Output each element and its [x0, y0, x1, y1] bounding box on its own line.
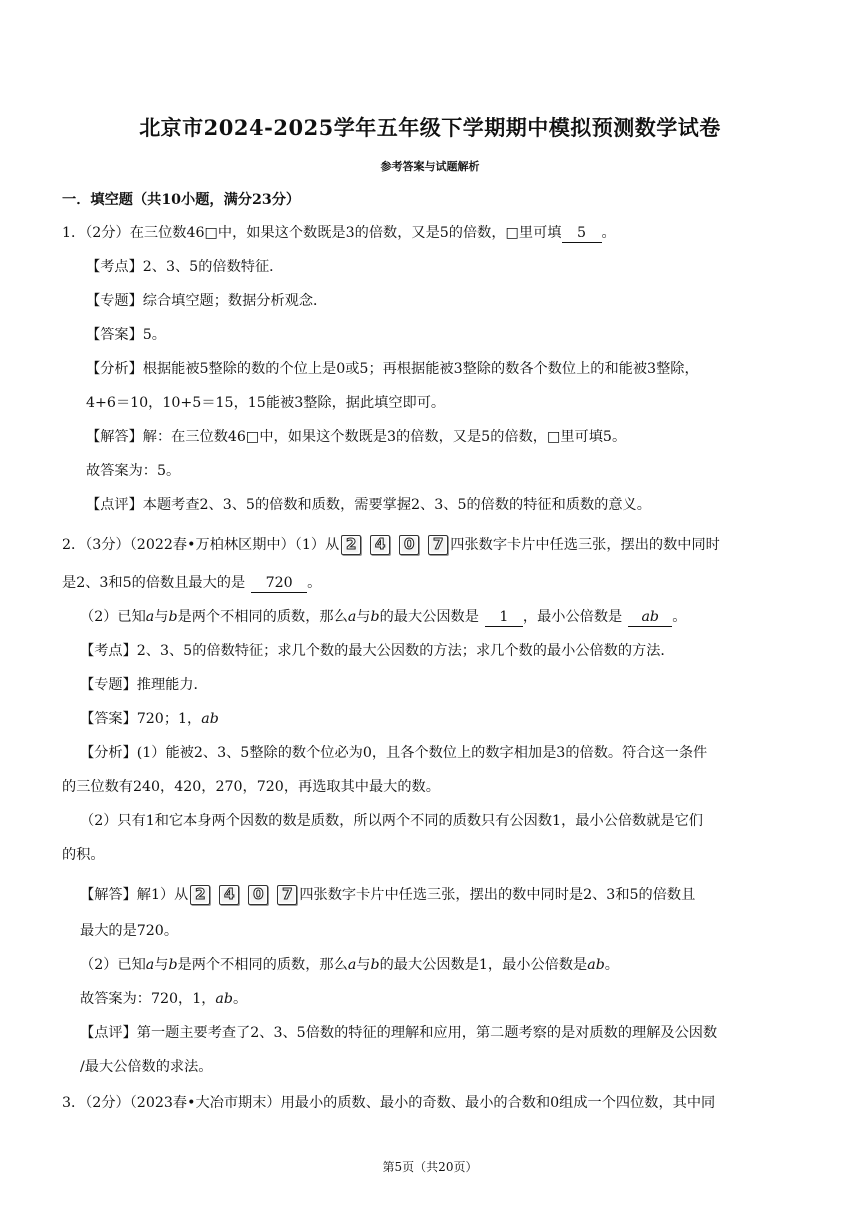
q1-zhuanti: 【专题】综合填空题；数据分析观念．: [86, 293, 328, 309]
q2-kaodian: 【考点】2、3、5的倍数特征；求几个数的最大公因数的方法；求几个数的最小公倍数的方法．: [80, 643, 675, 659]
q2-stem-end: 。: [307, 575, 322, 591]
q2-part2-end: 。: [672, 609, 687, 625]
q2-jieda-part2: [80, 954, 619, 976]
q2-daan: [80, 708, 219, 730]
q2-part2-text: 是两个不相同的质数，那么: [177, 609, 348, 625]
q1-jieda: 【解答】解：在三位数46□中，如果这个数既是3的倍数，又是5的倍数，□里可填5。: [86, 429, 627, 445]
q2-fenxi-line1: 【分析】(1）能被2、3、5整除的数个位必为0，且各个数位上的数字相加是3的倍数。符合这一条件: [80, 745, 708, 761]
q2-jieda2-text: 与: [356, 957, 371, 973]
q1-fenxi-line1: 【分析】根据能被5整除的数的个位上是0或5；再根据能被3整除的数各个数位上的和能被3整除，: [86, 361, 699, 377]
number-card-0: 0: [248, 885, 268, 905]
page-title: 北京市2024-2025学年五年级下学期期中模拟预测数学试卷: [139, 115, 721, 140]
var-b: b: [168, 957, 178, 973]
q2-answer-blank-3: ab: [628, 608, 672, 627]
q3-stem: 3．（2分）（2023春•大冶市期末）用最小的质数、最小的奇数、最小的合数和0组成一个四位数，其中同: [62, 1095, 716, 1111]
number-card-4: 4: [219, 885, 239, 905]
q2-dianping-line2: /最大公倍数的求法。: [80, 1059, 213, 1075]
var-a: a: [347, 957, 357, 973]
q1-answer-blank: 5: [562, 224, 602, 243]
q2-fenxi-line3: （2）只有1和它本身两个因数的数是质数，所以两个不同的质数只有公因数1，最小公倍数就是它们: [80, 813, 703, 829]
q1-stem: [62, 222, 616, 244]
q2-jieda2-text: （2）已知: [80, 957, 146, 973]
var-b: b: [370, 957, 380, 973]
q2-part2-text: （2）已知: [80, 609, 146, 625]
q2-daan-var: ab: [201, 711, 219, 727]
q2-jieda2-text: 与: [154, 957, 169, 973]
q2-gudaan: [80, 988, 247, 1010]
q2-part2-text: 与: [356, 609, 371, 625]
q2-jieda-text: 【解答】解1）从: [80, 887, 189, 903]
q2-dianping-line1: 【点评】第一题主要考查了2、3、5倍数的特征的理解和应用，第二题考察的是对质数的理解及公因数: [80, 1025, 718, 1041]
var-a: a: [145, 957, 155, 973]
q2-part2-text: 与: [154, 609, 169, 625]
q2-jieda2-var: ab: [587, 957, 605, 973]
q2-jieda2-text: 的最大公因数是1，最小公倍数是: [379, 957, 588, 973]
q1-dianping: 【点评】本题考查2、3、5的倍数和质数，需要掌握2、3、5的倍数的特征和质数的意义。: [86, 497, 651, 513]
q2-fenxi-line2: 的三位数有240，420，270，720，再选取其中最大的数。: [62, 779, 440, 795]
q1-stem-text: 1．（2分）在三位数46□中，如果这个数既是3的倍数，又是5的倍数，□里可填: [62, 225, 562, 241]
q2-gudaan-text: 故答案为：720，1，: [80, 991, 216, 1007]
q2-part2: [80, 606, 686, 628]
var-a: a: [145, 609, 155, 625]
q2-stem-line1: [62, 534, 720, 556]
q1-gudaan: 故答案为：5。: [86, 463, 181, 479]
page-footer: 第5页（共20页）: [382, 1160, 478, 1174]
q2-jieda2-end: 。: [604, 957, 619, 973]
number-card-2: 2: [341, 535, 361, 555]
q2-part2-text: ，最小公倍数是: [522, 609, 623, 625]
number-cards: [341, 535, 448, 555]
page-subtitle: 参考答案与试题解析: [380, 160, 480, 173]
q1-stem-end: 。: [601, 225, 616, 241]
number-card-2: 2: [190, 885, 210, 905]
q2-answer-blank-1: 720: [251, 574, 307, 593]
number-card-7: 7: [277, 885, 297, 905]
number-card-0: 0: [399, 535, 419, 555]
q2-stem-text: 2．（3分）（2022春•万柏林区期中）（1）从: [62, 537, 340, 553]
q1-kaodian: 【考点】2、3、5的倍数特征．: [86, 259, 284, 275]
q2-stem-text-cont: 四张数字卡片中任选三张，摆出的数中同时: [450, 537, 720, 553]
number-card-7: 7: [428, 535, 448, 555]
number-card-4: 4: [370, 535, 390, 555]
q2-gudaan-var: ab: [215, 991, 233, 1007]
q2-part2-text: 的最大公因数是: [379, 609, 479, 625]
section-heading: 一．填空题（共10小题，满分23分）: [62, 192, 301, 208]
var-b: b: [370, 609, 380, 625]
q2-jieda-line2: 最大的是720。: [80, 923, 179, 939]
q2-zhuanti: 【专题】推理能力．: [80, 677, 208, 693]
q2-jieda2-text: 是两个不相同的质数，那么: [177, 957, 348, 973]
var-b: b: [168, 609, 178, 625]
var-a: a: [347, 609, 357, 625]
q2-fenxi-line4: 的积。: [62, 847, 105, 863]
q2-gudaan-end: 。: [232, 991, 248, 1007]
q1-daan: 【答案】5。: [86, 327, 166, 343]
q2-answer-blank-2: 1: [485, 608, 523, 627]
q1-fenxi-line2: 4+6＝10，10+5＝15，15能被3整除，据此填空即可。: [86, 395, 446, 411]
q2-stem-line2: [62, 572, 321, 594]
q2-jieda-line1: [80, 884, 695, 906]
number-cards: [190, 885, 297, 905]
q2-stem-text-2: 是2、3和5的倍数且最大的是: [62, 575, 246, 591]
q2-jieda-text-cont: 四张数字卡片中任选三张，摆出的数中同时是2、3和5的倍数且: [299, 887, 696, 903]
q2-daan-text: 【答案】720；1，: [80, 711, 202, 727]
